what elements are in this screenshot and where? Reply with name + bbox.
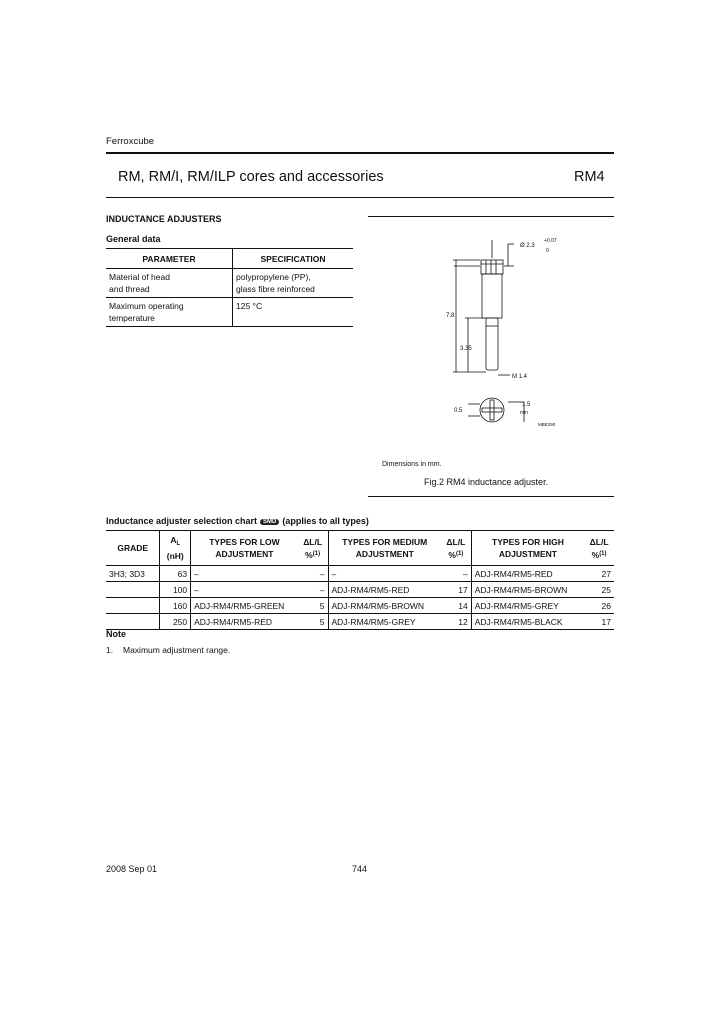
- medium-dl-cell: 14: [441, 598, 471, 614]
- parameter-cell: Maximum operating temperature: [106, 298, 233, 327]
- dimensions-note: Dimensions in mm.: [382, 461, 442, 468]
- low-type-cell: –: [191, 582, 298, 598]
- slot-horizontal: [482, 408, 502, 412]
- smd-badge: SMD: [260, 519, 279, 525]
- dl-header-percent: %: [591, 549, 600, 560]
- product-code: RM4: [574, 169, 605, 185]
- dl-header-label: ΔL/L: [589, 536, 609, 547]
- medium-type-cell: ADJ-RM4/RM5-RED: [328, 582, 441, 598]
- specification-header: SPECIFICATION: [233, 249, 354, 269]
- al-header-subscript: L: [176, 541, 181, 547]
- high-dl-cell: 17: [584, 614, 614, 630]
- low-type-cell: –: [191, 566, 298, 582]
- low-type-cell: ADJ-RM4/RM5-RED: [191, 614, 298, 630]
- medium-type-cell: –: [328, 566, 441, 582]
- adjuster-drawing: [368, 222, 614, 458]
- al-cell: 160: [160, 598, 191, 614]
- low-type-cell: ADJ-RM4/RM5-GREEN: [191, 598, 298, 614]
- high-type-cell: ADJ-RM4/RM5-GREY: [471, 598, 584, 614]
- document-title: RM, RM/I, RM/ILP cores and accessories: [118, 169, 384, 185]
- grade-cell: [106, 614, 160, 630]
- note-heading: Note: [106, 629, 126, 639]
- dl-header-note: (1): [599, 550, 607, 557]
- al-cell: 250: [160, 614, 191, 630]
- dl-header-percent: %: [305, 549, 313, 560]
- high-type-cell: ADJ-RM4/RM5-BROWN: [471, 582, 584, 598]
- specification-cell: polypropylene (PP), glass fibre reinforced: [233, 269, 354, 298]
- medium-type-cell: ADJ-RM4/RM5-BROWN: [328, 598, 441, 614]
- note-number: 1.: [106, 645, 114, 655]
- low-dl-header: [298, 531, 328, 566]
- title-rule: [106, 197, 614, 198]
- figure-caption: Fig.2 RM4 inductance adjuster.: [424, 477, 549, 487]
- table-row: [106, 269, 353, 298]
- figure-bottom-rule: [368, 496, 614, 497]
- medium-dl-header: [441, 531, 471, 566]
- section-heading: INDUCTANCE ADJUSTERS: [106, 214, 222, 224]
- high-type-cell: ADJ-RM4/RM5-RED: [471, 566, 584, 582]
- selection-chart-title-suffix: (applies to all types): [282, 516, 369, 526]
- dim-diameter: Ø 2.3: [520, 243, 535, 249]
- al-header: [160, 531, 191, 566]
- footer-date: 2008 Sep 01: [106, 864, 158, 874]
- dim-length: 7.8: [446, 313, 455, 319]
- medium-dl-cell: –: [441, 566, 471, 582]
- medium-dl-cell: 12: [441, 614, 471, 630]
- table-row: [106, 566, 614, 582]
- table-header-row: [106, 531, 614, 566]
- section-subheading: General data: [106, 234, 161, 244]
- table-row: [106, 298, 353, 327]
- al-cell: 100: [160, 582, 191, 598]
- dim-tolerance-bottom: 0: [546, 248, 549, 254]
- adjuster-top-view: [480, 398, 504, 422]
- table-header-row: [106, 249, 353, 269]
- parameter-cell: Material of head and thread: [106, 269, 233, 298]
- low-dl-cell: –: [298, 566, 328, 582]
- high-dl-cell: 27: [584, 566, 614, 582]
- medium-dl-cell: 17: [441, 582, 471, 598]
- figure-code: MBE290: [538, 422, 556, 427]
- low-adjustment-header: TYPES FOR LOW ADJUSTMENT: [191, 531, 298, 566]
- al-header-unit: (nH): [166, 551, 184, 561]
- table-row: [106, 582, 614, 598]
- selection-chart-title-text: Inductance adjuster selection chart: [106, 516, 258, 526]
- dl-header-percent: %: [448, 549, 456, 560]
- adjuster-body: [482, 274, 502, 318]
- table-row: [106, 614, 614, 630]
- medium-type-cell: ADJ-RM4/RM5-GREY: [328, 614, 441, 630]
- high-type-cell: ADJ-RM4/RM5-BLACK: [471, 614, 584, 630]
- high-adjustment-header: TYPES FOR HIGH ADJUSTMENT: [471, 531, 584, 566]
- dl-header-note: (1): [312, 550, 321, 557]
- dl-header-label: ΔL/L: [446, 536, 466, 547]
- dim-tolerance-top: +0.07: [544, 238, 557, 244]
- low-dl-cell: –: [298, 582, 328, 598]
- note-item: [106, 645, 230, 655]
- grade-cell: [106, 582, 160, 598]
- grade-cell: [106, 598, 160, 614]
- specification-cell: 125 °C: [233, 298, 354, 327]
- note-text: Maximum adjustment range.: [123, 645, 231, 655]
- dim-slot-width: 0.5: [454, 408, 463, 414]
- grade-header: GRADE: [106, 531, 160, 566]
- adjuster-head: [481, 260, 503, 274]
- dim-thread: M 1.4: [512, 374, 528, 380]
- general-data-table: [106, 248, 353, 327]
- dl-header-note: (1): [455, 550, 464, 557]
- high-dl-cell: 26: [584, 598, 614, 614]
- high-dl-cell: 25: [584, 582, 614, 598]
- dim-slot-min: min: [520, 410, 529, 416]
- grade-cell: 3H3; 3D3: [106, 566, 160, 582]
- selection-chart-table: [106, 530, 614, 630]
- medium-adjustment-header: TYPES FOR MEDIUM ADJUSTMENT: [328, 531, 441, 566]
- dl-header-label: ΔL/L: [303, 536, 323, 547]
- slot-vertical: [490, 400, 494, 420]
- al-header-symbol: A: [170, 535, 177, 545]
- dim-thread-length: 3.35: [460, 346, 472, 352]
- high-dl-header: [584, 531, 614, 566]
- header-rule: [106, 152, 614, 154]
- parameter-header: PARAMETER: [106, 249, 233, 269]
- table-row: [106, 598, 614, 614]
- figure-top-rule: [368, 216, 614, 217]
- dim-slot-length: 1.5: [522, 402, 531, 408]
- low-dl-cell: 5: [298, 598, 328, 614]
- low-dl-cell: 5: [298, 614, 328, 630]
- selection-chart-title: [106, 516, 369, 526]
- company-name: Ferroxcube: [106, 136, 155, 147]
- page-number: 744: [352, 864, 368, 874]
- al-cell: 63: [160, 566, 191, 582]
